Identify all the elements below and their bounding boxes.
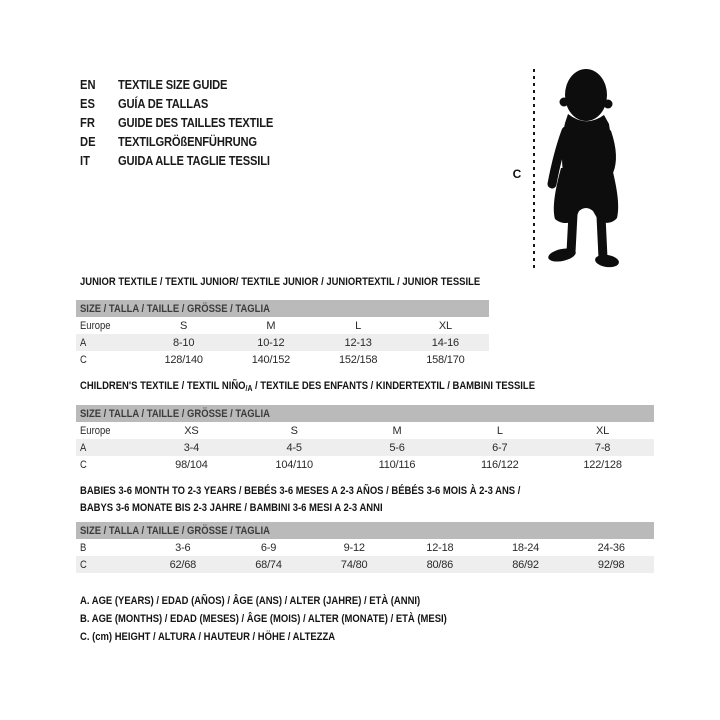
language-title: GUÍA DE TALLAS (118, 96, 209, 111)
height-measure-label: C (512, 167, 522, 181)
height-measure-dashed-line (533, 69, 535, 269)
row-label: A (80, 441, 87, 454)
toddler-silhouette-icon (546, 68, 630, 268)
age-cell: 12-18 (426, 541, 454, 554)
table-row-age-months (76, 539, 654, 556)
age-cell: 5-6 (389, 441, 405, 454)
babies-table-title-line1: BABIES 3-6 MONTH TO 2-3 YEARS / BEBÉS 3-6 MESES A 2-3 AÑOS / BÉBÉS 3-6 MOIS À 2-3 ANS / (80, 485, 521, 497)
language-code: FR (80, 115, 95, 130)
height-cell: 98/104 (175, 458, 208, 471)
height-cell: 110/116 (378, 458, 416, 471)
row-label: Europe (80, 424, 111, 437)
age-cell: 24-36 (597, 541, 625, 554)
language-code: ES (80, 96, 95, 111)
size-cell: S (180, 319, 188, 332)
size-cell: XL (438, 319, 452, 332)
children-size-table (76, 405, 654, 473)
age-cell: 9-12 (343, 541, 365, 554)
language-row-it (80, 151, 298, 170)
row-label: B (80, 541, 87, 554)
size-cell: M (392, 424, 402, 437)
language-title: TEXTILE SIZE GUIDE (118, 77, 228, 92)
age-cell: 12-13 (344, 336, 372, 349)
note-height-cm: C. (cm) HEIGHT / ALTURA / HAUTEUR / HÖHE / ALTEZZA (80, 631, 336, 643)
height-cell: 104/110 (275, 458, 313, 471)
table-row-height-cm (76, 456, 654, 473)
table-row-height-cm (76, 351, 489, 368)
age-cell: 6-9 (260, 541, 277, 554)
language-title: TEXTILGRÖßENFÜHRUNG (118, 134, 257, 149)
babies-size-table (76, 522, 654, 573)
size-cell: L (496, 424, 503, 437)
height-cell: 68/74 (255, 558, 282, 571)
language-list (80, 75, 298, 170)
junior-size-table (76, 300, 489, 368)
row-label: A (80, 336, 87, 349)
size-header-label: SIZE / TALLA / TAILLE / GRÖSSE / TAGLIA (80, 302, 270, 315)
table-row-height-cm (76, 556, 654, 573)
table-row-age-years (76, 334, 489, 351)
age-cell: 10-12 (257, 336, 285, 349)
language-code: DE (80, 134, 96, 149)
row-label: C (80, 458, 87, 471)
height-cell: 140/152 (251, 353, 291, 366)
age-cell: 3-4 (183, 441, 200, 454)
row-label: C (80, 353, 87, 366)
size-header-label: SIZE / TALLA / TAILLE / GRÖSSE / TAGLIA (80, 407, 270, 420)
size-header-label: SIZE / TALLA / TAILLE / GRÖSSE / TAGLIA (80, 524, 270, 537)
size-header-bar (76, 522, 654, 539)
height-cell: 86/92 (512, 558, 539, 571)
age-cell: 14-16 (431, 336, 459, 349)
row-label: C (80, 558, 87, 571)
height-cell: 116/122 (481, 458, 519, 471)
size-header-bar (76, 300, 489, 317)
age-cell: 6-7 (492, 441, 508, 454)
height-cell: 74/80 (340, 558, 368, 571)
age-cell: 4-5 (286, 441, 302, 454)
language-row-de (80, 132, 298, 151)
row-label: Europe (80, 319, 111, 332)
language-code: EN (80, 77, 96, 92)
table-row-europe (76, 317, 489, 334)
height-cell: 62/68 (169, 558, 197, 571)
height-cell: 152/158 (338, 353, 378, 366)
height-cell: 128/140 (164, 353, 203, 366)
language-title: GUIDA ALLE TAGLIE TESSILI (118, 153, 270, 168)
age-cell: 7-8 (594, 441, 611, 454)
junior-table-title: JUNIOR TEXTILE / TEXTIL JUNIOR/ TEXTILE JUNIOR / JUNIORTEXTIL / JUNIOR TESSILE (80, 276, 481, 288)
table-row-age-years (76, 439, 654, 456)
size-cell: XL (596, 424, 610, 437)
table-row-europe (76, 422, 654, 439)
height-cell: 158/170 (426, 353, 465, 366)
height-cell: 80/86 (426, 558, 454, 571)
age-cell: 18-24 (511, 541, 540, 554)
language-title: GUIDE DES TAILLES TEXTILE (118, 115, 274, 130)
size-cell: L (355, 319, 362, 332)
children-table-title: CHILDREN'S TEXTILE / TEXTIL NIÑO/A / TEXTILE DES ENFANTS / KINDERTEXTIL / BAMBINI TESSILE (80, 380, 536, 393)
size-header-bar (76, 405, 654, 422)
size-cell: XS (184, 424, 199, 437)
age-cell: 8-10 (173, 336, 195, 349)
babies-table-title-line2: BABYS 3-6 MONATE BIS 2-3 JAHRE / BAMBINI 3-6 MESI A 2-3 ANNI (80, 502, 383, 514)
age-cell: 3-6 (175, 541, 191, 554)
height-cell: 122/128 (583, 458, 622, 471)
language-row-en (80, 75, 298, 94)
size-cell: S (290, 424, 298, 437)
language-row-es (80, 94, 298, 113)
height-cell: 92/98 (597, 558, 625, 571)
language-code: IT (80, 153, 90, 168)
legend-notes (80, 592, 507, 646)
note-age-months: B. AGE (MONTHS) / EDAD (MESES) / ÂGE (MOIS) / ALTER (MONATE) / ETÀ (MESI) (80, 613, 447, 625)
language-row-fr (80, 113, 298, 132)
size-cell: M (266, 319, 276, 332)
note-age-years: A. AGE (YEARS) / EDAD (AÑOS) / ÂGE (ANS) / ALTER (JAHRE) / ETÀ (ANNI) (80, 595, 421, 607)
